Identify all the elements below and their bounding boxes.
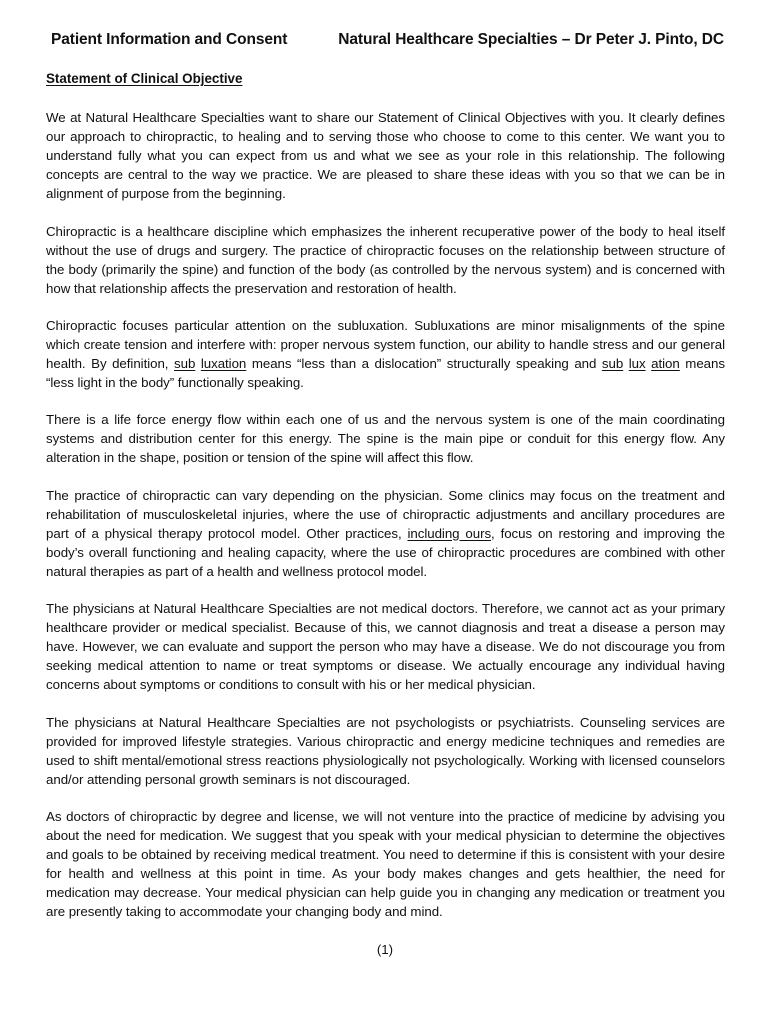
document-body [46,108,725,940]
paragraph-not-psychologists: The physicians at Natural Healthcare Specialties are not psychologists or psychiatrists. Counseling services are provided for improved lifestyle strategies. Various chiropractic and energy medicine techniques and remedies are used to shift mental/emotional stress reactions physiologically not psychologically. Working with licensed counselors and/or attending personal growth seminars is not discouraged. [46,714,725,787]
text-segment: The practice of chiropractic can vary depending on the physician. Some clinics may focus on the treatment and rehabilitation of musculoskeletal injuries, where the use of chiropractic adjustments and ancillary procedures are part of a physical therapy protocol model. Other practices, [46,487,725,541]
paragraph-not-medical-doctors: The physicians at Natural Healthcare Specialties are not medical doctors. Therefore, we cannot act as your primary healthcare provider or medical specialist. Because of this, we cannot diagnosis and treat a disease a person may have. However, we can evaluate and support the person who may have a disease. We do not discourage you from seeking medical attention to name or treat symptoms or disease. We actually encourage any individual having concerns about symptoms or conditions to consult with his or her medical physician. [46,601,725,692]
paragraph-practice-models [46,486,725,581]
paragraph-chiropractic-definition: Chiropractic is a healthcare discipline which emphasizes the inherent recuperative power of the body to heal itself without the use of drugs and surgery. The practice of chiropractic focuses on the relationship between structure of the body (primarily the spine) and function of the body (as controlled by the nervous system) and is concerned with how that relationship affects the preservation and restoration of health. [46,223,725,296]
text-segment: Chiropractic focuses particular attention on the subluxation. Subluxations are minor misalignments of the spine which create tension and interfere with: proper nervous system function, our ability to handle stress and our general health. By definition, [46,317,725,371]
page-header [48,31,724,49]
header-left-title: Patient Information and Consent [51,31,288,48]
underlined-term: lux [628,355,646,371]
section-title: Statement of Clinical Objective [46,71,243,86]
paragraph-subluxation [46,316,725,392]
page-number: (1) [376,942,394,957]
paragraph-life-force: There is a life force energy flow within each one of us and the nervous system is one of the main coordinating systems and distribution center for this energy. The spine is the main pipe or conduit for this energy flow. Any alteration in the shape, position or tension of the spine will affect this flow. [46,412,725,465]
header-right-title: Natural Healthcare Specialties – Dr Peter J. Pinto, DC [338,31,724,48]
underlined-term: ation [651,355,680,371]
underlined-term: luxation [200,355,247,371]
underlined-term: sub [601,355,624,371]
text-segment: means “less than a dislocation” structurally speaking and [246,355,602,371]
text-segment: means “less light in the body” functionally speaking. [46,355,725,390]
paragraph-medication: As doctors of chiropractic by degree and license, we will not venture into the practice of medicine by advising you about the need for medication. We suggest that you speak with your medical physician to determine the objectives and goals to be obtained by receiving medical treatment. You need to determine if this is consistent with your desire for health and wellness at this point in time. As your body makes changes and gets healthier, the need for medication may decrease. Your medical physician can help guide you in changing any medication or treatment you are presently taking to accommodate your changing body and mind. [46,809,725,919]
underlined-term: sub [174,355,196,371]
paragraph-intro: We at Natural Healthcare Specialties want to share our Statement of Clinical Objectives with you. It clearly defines our approach to chiropractic, to healing and to serving those who choose to come to this center. We want you to understand fully what you can expect from us and what we see as your role in this relationship. The following concepts are central to the way we practice. We are pleased to share these ideas with you so that we can be in alignment of purpose from the beginning. [46,110,725,201]
underlined-term: including ours [407,525,492,541]
text-segment: , focus on restoring and improving the body’s overall functioning and healing capacity, where the use of chiropractic procedures are combined with other natural therapies as part of a health and wellness protocol model. [46,525,725,579]
